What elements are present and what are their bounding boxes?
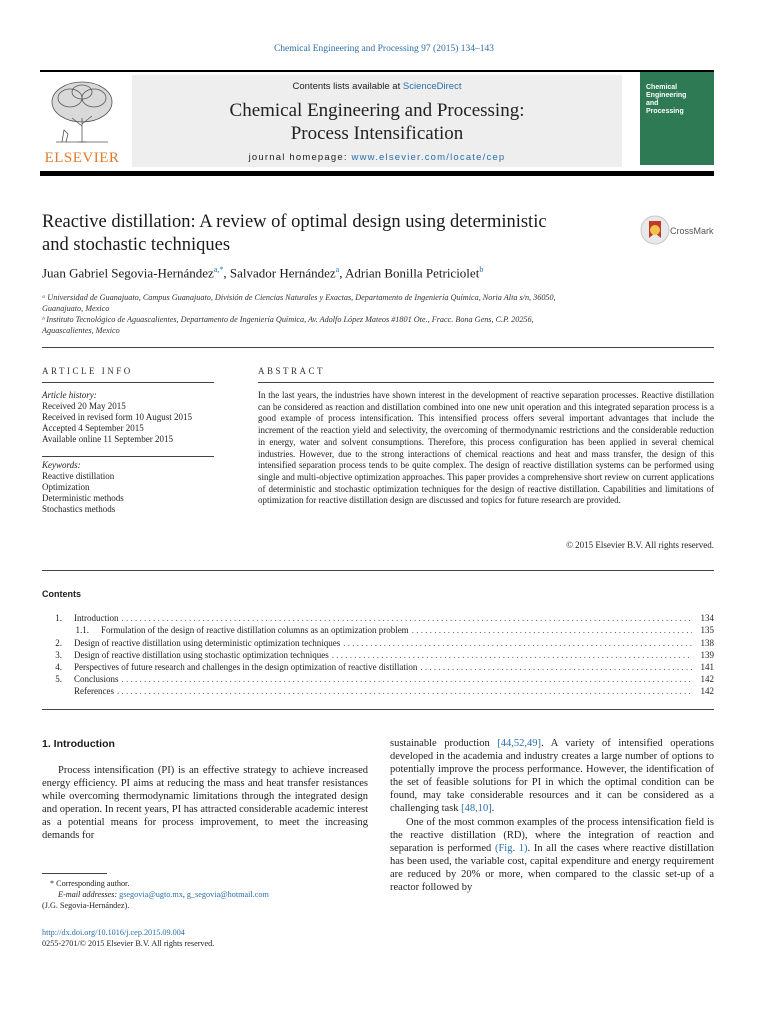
- journal-title-line1: Chemical Engineering and Processing:: [229, 100, 525, 121]
- keyword-item: Reactive distillation: [42, 470, 115, 481]
- author-name: Juan Gabriel Segovia-Hernández: [42, 265, 214, 281]
- author-affiliation-marker[interactable]: a,*: [213, 265, 224, 274]
- body-column-right: [390, 737, 714, 894]
- abstract-divider: [258, 382, 714, 383]
- corresponding-author-note: * Corresponding author.: [50, 879, 130, 888]
- keyword-item: Optimization: [42, 481, 90, 492]
- cover-line3: and: [646, 100, 659, 107]
- citation-link[interactable]: [44,52,49]: [497, 738, 542, 749]
- section-heading: 1. Introduction: [42, 738, 115, 750]
- toc-entry[interactable]: [42, 625, 714, 637]
- body-paragraph: [390, 737, 714, 816]
- citation-link[interactable]: [48,10]: [461, 803, 492, 815]
- sciencedirect-link[interactable]: ScienceDirect: [402, 81, 462, 92]
- toc-leader: [420, 662, 692, 672]
- contents-divider: [42, 570, 714, 571]
- article-title: [42, 211, 627, 257]
- body-paragraph: [390, 816, 714, 895]
- history-item: Available online 11 September 2015: [42, 433, 173, 444]
- toc-leader: [117, 686, 692, 696]
- toc-leader: [122, 613, 693, 623]
- history-label: Article history:: [42, 390, 97, 400]
- cover-line4: Processing: [646, 108, 684, 115]
- journal-cover-thumbnail[interactable]: [640, 72, 714, 165]
- homepage-link[interactable]: www.elsevier.com/locate/cep: [351, 152, 506, 163]
- journal-reference-link[interactable]: Chemical Engineering and Processing 97 (2015) 134–143: [273, 44, 495, 54]
- toc-leader: [332, 650, 692, 660]
- footnotes: [42, 878, 368, 911]
- toc-entry[interactable]: [42, 662, 714, 674]
- toc-title: Introduction: [74, 613, 119, 623]
- author-name: , Salvador Hernández: [223, 265, 336, 281]
- journal-title: [132, 99, 622, 145]
- history-item: Received 20 May 2015: [42, 400, 126, 411]
- toc-number: 5.: [55, 674, 62, 684]
- toc-entry[interactable]: [42, 674, 714, 686]
- contents-heading: Contents: [42, 589, 81, 599]
- article-title-line1: Reactive distillation: A review of optimal design using deterministic: [42, 212, 547, 232]
- toc-title: Formulation of the design of reactive distillation columns as an optimization problem: [101, 625, 409, 635]
- toc-number: 1.1.: [75, 625, 89, 635]
- toc-page: 141: [700, 662, 714, 672]
- email-separator: ,: [182, 890, 187, 899]
- homepage-prefix: journal homepage:: [248, 152, 352, 163]
- toc-leader: [122, 674, 692, 684]
- abstract-copyright: © 2015 Elsevier B.V. All rights reserved.: [566, 540, 714, 550]
- email-label: E-mail addresses:: [58, 890, 120, 899]
- body-text: sustainable production: [390, 738, 498, 749]
- toc-entry[interactable]: [42, 650, 714, 662]
- author-affiliation-marker[interactable]: a: [335, 265, 340, 274]
- keywords-label: Keywords:: [42, 460, 81, 470]
- elsevier-wordmark: ELSEVIER: [44, 150, 120, 166]
- affiliation-b: [42, 314, 642, 336]
- journal-title-line2: Process Intensification: [290, 123, 464, 144]
- toc-number: 1.: [55, 613, 62, 623]
- keyword-item: Deterministic methods: [42, 492, 124, 503]
- toc-entry[interactable]: [42, 613, 714, 625]
- affiliation-a-line1: ᵃ Universidad de Guanajuato, Campus Guanajuato, División de Ciencias Naturales y Exactas, Departamento de Ingeniería Química, Noria Alta s/n, 36050,: [42, 293, 556, 302]
- toc-number: 4.: [55, 662, 62, 672]
- author-list: [42, 265, 702, 281]
- toc-title: Conclusions: [74, 674, 119, 684]
- toc-leader: [412, 625, 692, 635]
- affiliation-a: [42, 292, 642, 314]
- toc-page: 139: [700, 650, 714, 660]
- keyword-item: Stochastics methods: [42, 503, 116, 514]
- keywords-list: [42, 460, 217, 515]
- toc-page: 142: [700, 686, 714, 696]
- body-text: . In all the cases where reactive distillation has been used, the variable cost, capital expenditure and energy requirement are reduced by 20% or more, when compared to the classic set-up of a reactor followed by: [390, 842, 715, 894]
- cover-line2: Engineering: [646, 92, 687, 99]
- contents-prefix: Contents lists available at: [292, 81, 403, 92]
- abstract-text: In the last years, the industries have shown interest in the development of reactive separation processes. Reactive distillation can be considered as reaction and distillation combined into one new unit operation and this integrated separation process is a good example of process intensification. This intensified process offers several important advantages that include the increment of the reaction yield and selectivity, the overcoming of thermodynamic restrictions and the considerable reduction in energy, water and solvent consumptions. Therefore, this process configuration has been applied in several chemical industries. However, due to the strong interactions of chemical reactions and heat and mass transfer, the design of this intensified separation process tends to be quite complex. The design of reactive distillation systems can be performed using single and multi-objective optimization approaches. This paper provides a comprehensive short review on current applications of deterministic and stochastic optimization techniques for the design of reactive distillation. Capabilities and limitations of optimization for reactive distillation design are discussed and topics for future research are provided.: [258, 390, 714, 506]
- toc-title: Design of reactive distillation using deterministic optimization techniques: [74, 638, 341, 648]
- toc-title: Design of reactive distillation using stochastic optimization techniques: [74, 650, 329, 660]
- journal-homepage: [132, 152, 622, 163]
- footnote-divider: [42, 873, 107, 874]
- abstract-heading: ABSTRACT: [258, 366, 326, 376]
- cover-line1: Chemical: [646, 84, 678, 91]
- toc-page: 135: [700, 625, 714, 635]
- header-rule-bottom: [40, 171, 714, 176]
- affiliation-a-line2: Guanajuato, Mexico: [42, 304, 110, 313]
- history-item: Received in revised form 10 August 2015: [42, 411, 192, 422]
- header-rule-top: [40, 70, 714, 72]
- history-item: Accepted 4 September 2015: [42, 422, 144, 433]
- body-text: .: [491, 803, 495, 815]
- body-text: . A variety of intensified operations developed in the academia and industry creates a large number of options to potentially improve the process performance. However, the identification of the set of feasible solutions for PI in which the optimal condition can be found, may take considerable resources and it can be considered as a challenging task: [390, 738, 714, 815]
- issn-line: 0255-2701/© 2015 Elsevier B.V. All rights reserved.: [42, 939, 215, 948]
- toc-entry[interactable]: [42, 638, 714, 650]
- keywords-divider: [42, 456, 214, 457]
- email-line: [42, 889, 368, 900]
- article-info-heading: ARTICLE INFO: [42, 366, 133, 376]
- toc-number: 2.: [55, 638, 62, 648]
- toc-page: 138: [700, 638, 714, 648]
- affiliation-b-line1: ᵇ Instituto Tecnológico de Aguascalientes, Departamento de Ingeniería Química, Av. Adolfo López Mateos #1801 Ote., Fracc. Bona Gens, C.P. 20256,: [42, 315, 534, 324]
- email-link[interactable]: g_segovia@hotmail.com: [186, 890, 269, 899]
- author-affiliation-marker[interactable]: b: [479, 265, 484, 274]
- toc-page: 142: [700, 674, 714, 684]
- article-history: [42, 390, 217, 445]
- section-divider: [42, 347, 714, 348]
- article-title-line2: and stochastic techniques: [42, 235, 231, 255]
- toc-page: 134: [700, 613, 714, 623]
- toc-entry[interactable]: [42, 686, 714, 698]
- toc-number: 3.: [55, 650, 62, 660]
- author-name-note: (J.G. Segovia-Hernández).: [42, 901, 130, 910]
- email-link[interactable]: gsegovia@ugto.mx: [119, 890, 183, 899]
- body-divider: [42, 709, 714, 710]
- figure-link[interactable]: (Fig. 1): [494, 842, 528, 854]
- author-name: , Adrian Bonilla Petriciolet: [339, 265, 480, 281]
- toc-title: Perspectives of future research and challenges in the design optimization of reactive distillation: [74, 662, 418, 672]
- doi-link[interactable]: http://dx.doi.org/10.1016/j.cep.2015.09.004: [42, 928, 185, 937]
- body-paragraph: Process intensification (PI) is an effective strategy to achieve increased energy efficiency. PI aims at reducing the mass and heat transfer resistances while overcoming thermodynamic limitations through the integrated design and operation. In recent years, PI has attracted considerable academic interest as a potential means for process improvement, to meet the increasing demands for: [42, 765, 368, 842]
- contents-availability: [132, 81, 622, 92]
- affiliation-b-line2: Aguascalientes, Mexico: [42, 326, 120, 335]
- doi-block: [42, 927, 368, 949]
- body-text: One of the most common examples of the process intensification field is the reactive distillation (RD), where the integration of reaction and separation is performed: [390, 816, 714, 854]
- article-info-divider: [42, 382, 214, 383]
- crossmark-label[interactable]: CrossMark: [670, 226, 714, 236]
- toc-leader: [343, 638, 692, 648]
- toc-title: References: [74, 686, 114, 696]
